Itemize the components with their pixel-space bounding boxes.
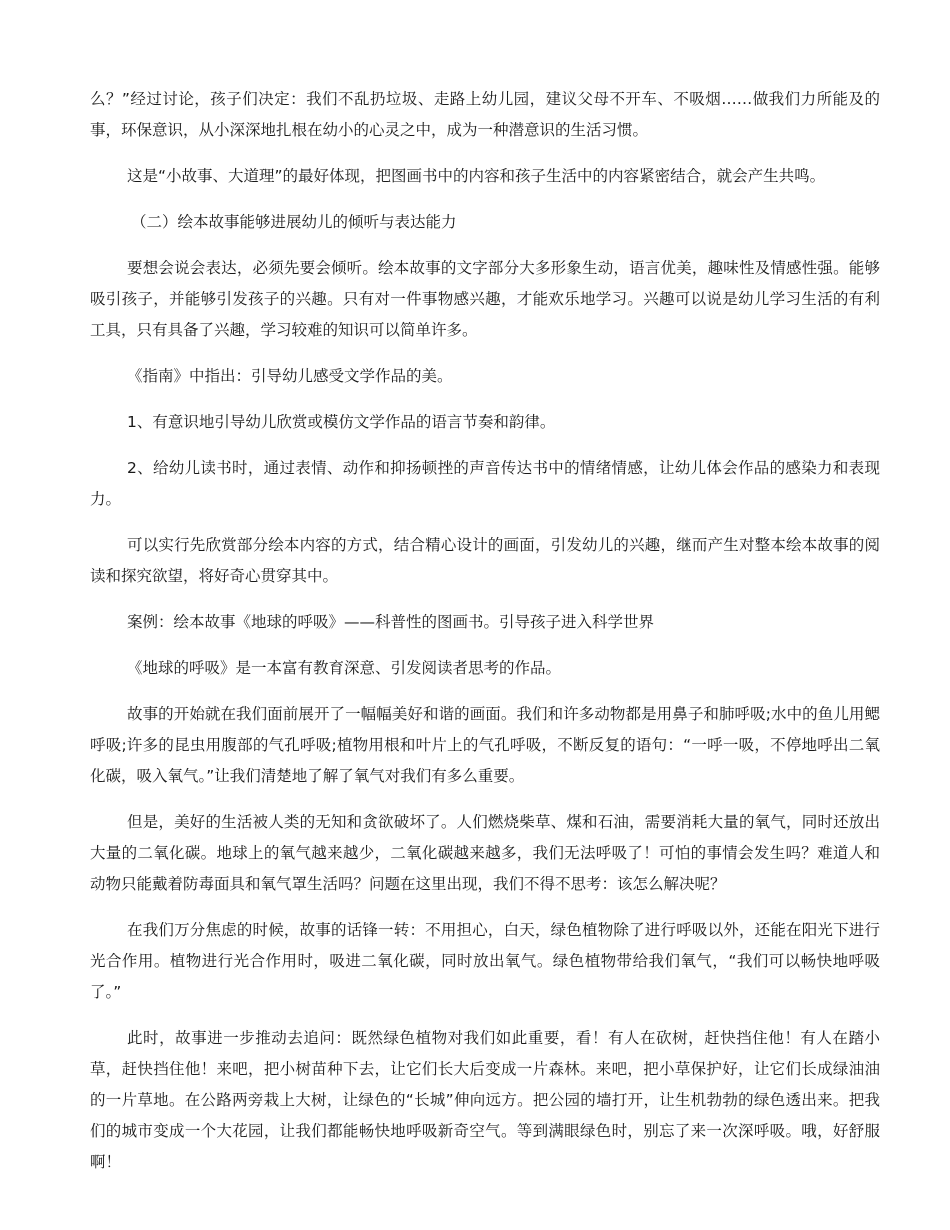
body-paragraph: 故事的开始就在我们面前展开了一幅幅美好和谐的画面。我们和许多动物都是用鼻子和肺呼吸;水中的鱼儿用鳃呼吸;许多的昆虫用腹部的气孔呼吸;植物用根和叶片上的气孔呼吸，不断反复的语句：“一呼一吸，不停地呼出二氧化碳，吸入氧气。”让我们清楚地了解了氧气对我们有多么重要。 <box>90 705 880 785</box>
body-paragraph: 2、给幼儿读书时，通过表情、动作和抑扬顿挫的声音传达书中的情绪情感，让幼儿体会作品的感染力和表现力。 <box>90 459 880 508</box>
document-page <box>90 84 880 1193</box>
body-paragraph: 可以实行先欣赏部分绘本内容的方式，结合精心设计的画面，引发幼儿的兴趣，继而产生对整本绘本故事的阅读和探究欲望，将好奇心贯穿其中。 <box>90 536 880 585</box>
body-paragraph: 但是，美好的生活被人类的无知和贪欲破坏了。人们燃烧柴草、煤和石油，需要消耗大量的氧气，同时还放出大量的二氧化碳。地球上的氧气越来越少，二氧化碳越来越多，我们无法呼吸了！可怕的事情会发生吗？难道人和动物只能戴着防毒面具和氧气罩生活吗？问题在这里出现，我们不得不思考：该怎么解决呢？ <box>90 813 880 893</box>
body-paragraph: 《地球的呼吸》是一本富有教育深意、引发阅读者思考的作品。 <box>127 659 562 677</box>
section-heading: （二）绘本故事能够进展幼儿的倾听与表达能力 <box>131 213 457 231</box>
body-paragraph: 案例：绘本故事《地球的呼吸》——科普性的图画书。引导孩子进入科学世界 <box>127 613 655 631</box>
body-paragraph: 《指南》中指出：引导幼儿感受文学作品的美。 <box>127 367 453 385</box>
body-paragraph: 么？”经过讨论，孩子们决定：我们不乱扔垃圾、走路上幼儿园，建议父母不开车、不吸烟……做我们力所能及的事，环保意识，从小深深地扎根在幼小的心灵之中，成为一种潜意识的生活习惯。 <box>90 90 880 139</box>
body-paragraph: 1、有意识地引导幼儿欣赏或模仿文学作品的语言节奏和韵律。 <box>127 413 556 431</box>
body-paragraph: 要想会说会表达，必须先要会倾听。绘本故事的文字部分大多形象生动，语言优美，趣味性及情感性强。能够吸引孩子，并能够引发孩子的兴趣。只有对一件事物感兴趣，才能欢乐地学习。兴趣可以说是幼儿学习生活的有利工具，只有具备了兴趣，学习较难的知识可以简单许多。 <box>90 259 880 339</box>
body-paragraph: 此时，故事进一步推动去追问：既然绿色植物对我们如此重要，看！有人在砍树，赶快挡住他！有人在踏小草，赶快挡住他！来吧，把小树苗种下去，让它们长大后变成一片森林。来吧，把小草保护好，让它们长成绿油油的一片草地。在公路两旁栽上大树，让绿色的“长城”伸向远方。把公园的墙打开，让生机勃勃的绿色透出来。把我们的城市变成一个大花园，让我们都能畅快地呼吸新奇空气。等到满眼绿色时，别忘了来一次深呼吸。哦，好舒服啊！ <box>90 1029 880 1171</box>
body-paragraph: 在我们万分焦虑的时候，故事的话锋一转：不用担心，白天，绿色植物除了进行呼吸以外，还能在阳光下进行光合作用。植物进行光合作用时，吸进二氧化碳，同时放出氧气。绿色植物带给我们氧气，“我们可以畅快地呼吸了。” <box>90 921 880 1001</box>
body-paragraph: 这是“小故事、大道理”的最好体现，把图画书中的内容和孩子生活中的内容紧密结合，就会产生共鸣。 <box>127 167 826 185</box>
